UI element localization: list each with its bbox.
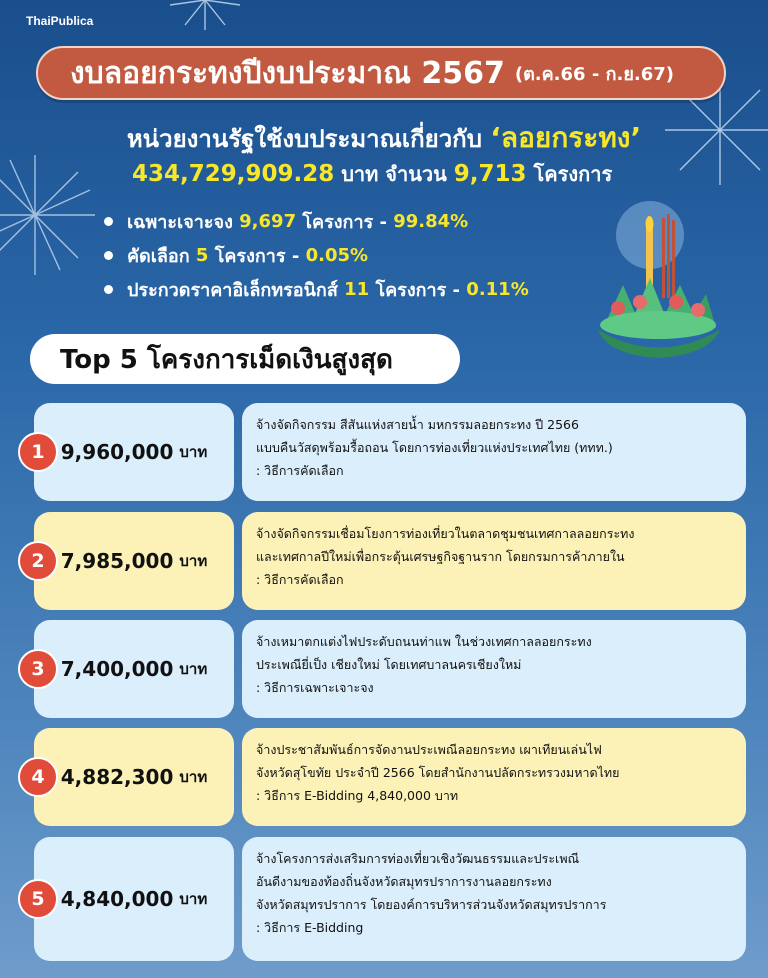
project-amount: 7,985,000 บาท [34,512,234,610]
project-description: จ้างจัดกิจกรรมเชื่อมโยงการท่องเที่ยวในตลาดชุมชนเทศกาลลอยกระทง และเทศกาลปีใหม่เพื่อกระตุ้นเศรษฐกิจฐานราก โดยกรมการค้าภายใน : วิธีการคัดเลือก [242,512,746,610]
sub-heading-highlight: ‘ลอยกระทง’ [490,121,642,154]
top5-heading: Top 5 โครงการเม็ดเงินสูงสุด [30,334,460,384]
krathong-icon [588,190,728,365]
list-item: ประกวดราคาอิเล็กทรอนิกส์ 11 โครงการ - 0.11% [104,272,529,306]
project-amount: 4,840,000 บาท [34,837,234,961]
project-description: จ้างประชาสัมพันธ์การจัดงานประเพณีลอยกระทง เผาเทียนเล่นไฟ จังหวัดสุโขทัย ประจำปี 2566 โดยสำนักงานปลัดกระทรวงมหาดไทย : วิธีการ E-Bidding 4,840,000 บาท [242,728,746,826]
sub-heading-prefix: หน่วยงานรัฐใช้งบประมาณเกี่ยวกับ [126,125,482,153]
rank-badge: 2 [18,541,58,581]
rank-badge: 5 [18,879,58,919]
bullet-icon [104,251,113,260]
total-projects: 9,713 [453,161,527,187]
project-description: จ้างโครงการส่งเสริมการท่องเที่ยวเชิงวัฒนธรรมและประเพณี อันดีงามของท้องถิ่นจังหวัดสมุทรปราการงานลอยกระทง จังหวัดสมุทรปราการ โดยองค์การบริหารส่วนจังหวัดสมุทรปราการ : วิธีการ E-Bidding [242,837,746,961]
page-title: งบลอยกระทงปีงบประมาณ 2567 [70,55,505,91]
total-unit: บาท จำนวน [341,162,447,186]
brand-logo: ThaiPublica [26,14,94,28]
project-amount: 4,882,300 บาท [34,728,234,826]
rank-badge: 1 [18,432,58,472]
bullet-icon [104,285,113,294]
project-description: จ้างเหมาตกแต่งไฟประดับถนนท่าแพ ในช่วงเทศกาลลอยกระทง ประเพณียี่เป็ง เชียงใหม่ โดยเทศบาลนครเชียงใหม่ : วิธีการเฉพาะเจาะจง [242,620,746,718]
title-banner [36,46,726,100]
rank-badge: 4 [18,757,58,797]
firework-icon [0,150,100,280]
total-projects-unit: โครงการ [533,162,613,186]
project-amount: 9,960,000 บาท [34,403,234,501]
total-amount: 434,729,909.28 [132,161,335,187]
project-description: จ้างจัดกิจกรรม สีสันแห่งสายน้ำ มหกรรมลอยกระทง ปี 2566 แบบคืนวัสดุพร้อมรื้อถอน โดยการท่องเที่ยวแห่งประเทศไทย (ททท.) : วิธีการคัดเลือก [242,403,746,501]
list-item: คัดเลือก 5 โครงการ - 0.05% [104,238,529,272]
procurement-method-list [104,204,529,306]
rank-badge: 3 [18,649,58,689]
sub-heading [0,116,768,160]
list-item: เฉพาะเจาะจง 9,697 โครงการ - 99.84% [104,204,529,238]
project-amount: 7,400,000 บาท [34,620,234,718]
firework-icon [150,0,260,40]
bullet-icon [104,217,113,226]
total-budget [132,158,612,190]
fiscal-period: (ต.ค.66 - ก.ย.67) [514,63,674,85]
